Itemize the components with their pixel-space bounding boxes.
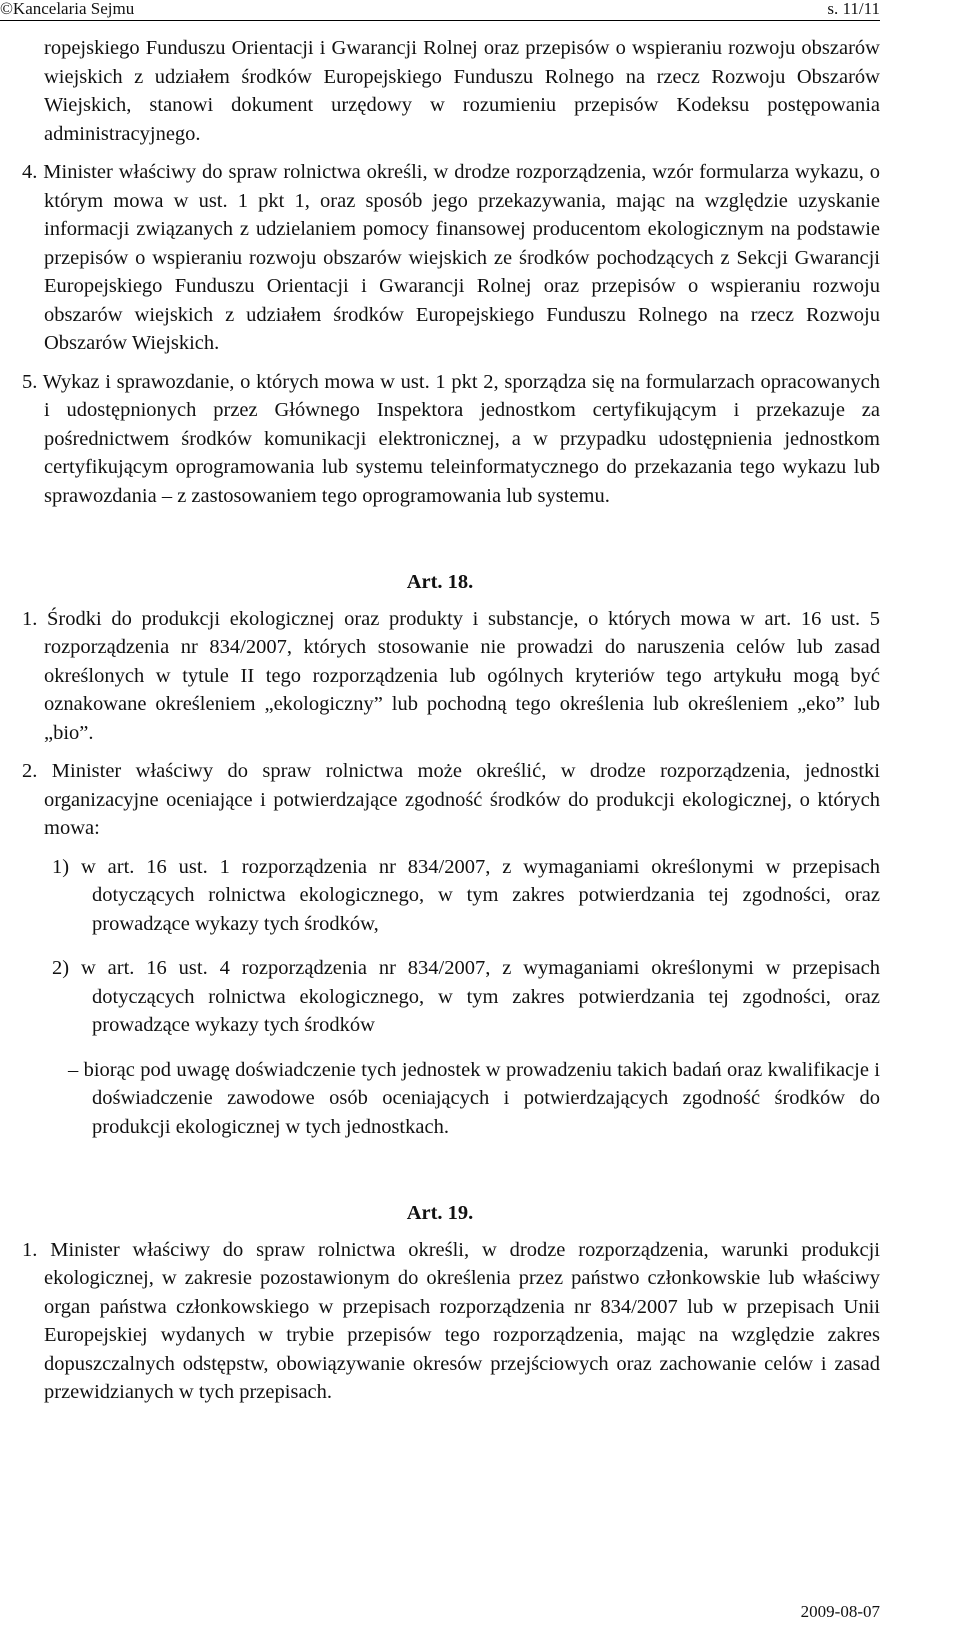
article-18-title: Art. 18.: [406, 571, 474, 593]
paragraph-continuation: ropejskiego Funduszu Orientacji i Gwarancji Rolnej oraz przepisów o wspieraniu rozwoju obszarów wiejskich z udziałem środków Europejskiego Funduszu Rolnego na rzecz Rozwoju Obszarów Wiejskich, stanowi dokument urzędowy w rozumieniu przepisów Kodeksu postępowania administracyjnego.: [44, 37, 880, 145]
article-18-point-2: 2) w art. 16 ust. 4 rozporządzenia nr 834/2007, z wymaganiami określonymi w przepisach dotyczących rolnictwa ekologicznego, w tym zakres potwierdzania tej zgodności, oraz prowadzące wykazy tych środków: [52, 957, 880, 1036]
article-18-paragraph-1: 1. Środki do produkcji ekologicznej oraz produkty i substancje, o których mowa w art. 16 ust. 5 rozporządzenia nr 834/2007, których stosowanie nie prowadzi do naruszenia celów lub zasad określonych w tytule II tego rozporządzenia lub ogólnych kryteriów tego artykułu mogą być oznakowane określeniem „ekologiczny” lub pochodną tego określenia lub określeniem „eko” lub „bio”.: [22, 607, 880, 744]
paragraph-5: 5. Wykaz i sprawozdanie, o których mowa w ust. 1 pkt 2, sporządza się na formularzach opracowanych i udostępnionych przez Głównego Inspektora jednostkom certyfikującym i przekazuje za pośrednictwem środków komunikacji elektronicznej, a w przypadku udostępnienia jednostkom certyfikującym oprogramowania lub systemu teleinformatycznego do przekazania tego wykazu lub sprawozdania – z zastosowaniem tego oprogramowania lub systemu.: [22, 370, 880, 507]
paragraph-4: 4. Minister właściwy do spraw rolnictwa określi, w drodze rozporządzenia, wzór formularza wykazu, o którym mowa w ust. 1 pkt 1, oraz sposób jego przekazywania, mając na względzie uzyskanie informacji związanych z udzielaniem pomocy finansowej producentom ekologicznym na podstawie przepisów o wspieraniu rozwoju obszarów wiejskich ze środków pochodzących z Sekcji Gwarancji Europejskiego Funduszu Orientacji i Gwarancji Rolnej oraz przepisów o wspieraniu rozwoju obszarów wiejskich z udziałem środków Europejskiego Funduszu Rolnego na rzecz Rozwoju Obszarów Wiejskich.: [22, 161, 880, 354]
article-18-point-1: 1) w art. 16 ust. 1 rozporządzenia nr 834/2007, z wymaganiami określonymi w przepisach dotyczących rolnictwa ekologicznego, w tym zakres potwierdzania tej zgodności, oraz prowadzące wykazy tych środków,: [52, 855, 880, 935]
document-body: [0, 34, 880, 1417]
article-19-title: Art. 19.: [406, 1202, 474, 1224]
page-number: s. 11/11: [827, 0, 880, 18]
article-18-dash-clause: – biorąc pod uwagę doświadczenie tych jednostek w prowadzeniu takich badań oraz kwalifikacje i doświadczenie zawodowe osób oceniających i potwierdzających zgodność środków do produkcji ekologicznej w tych jednostkach.: [68, 1058, 880, 1138]
article-19-paragraph-1: 1. Minister właściwy do spraw rolnictwa określi, w drodze rozporządzenia, warunki produkcji ekologicznej, w zakresie pozostawionym do określenia przez państwo członkowskie lub właściwy organ państwa członkowskiego w przepisach rozporządzenia nr 834/2007 lub w przepisach Unii Europejskiej wydanych w trybie przepisów tego rozporządzenia, mając na względzie zakres dopuszczalnych odstępstw, obowiązywanie okresów przejściowych oraz zachowanie celów i zasad przewidzianych w tych przepisach.: [22, 1238, 880, 1403]
page-header: [0, 0, 880, 21]
article-18-paragraph-2: 2. Minister właściwy do spraw rolnictwa może określić, w drodze rozporządzenia, jednostki organizacyjne oceniające i potwierdzające zgodność środków do produkcji ekologicznej, o których mowa:: [22, 760, 880, 839]
copyright-label: ©Kancelaria Sejmu: [0, 0, 135, 18]
document-date: 2009-08-07: [800, 1602, 880, 1621]
